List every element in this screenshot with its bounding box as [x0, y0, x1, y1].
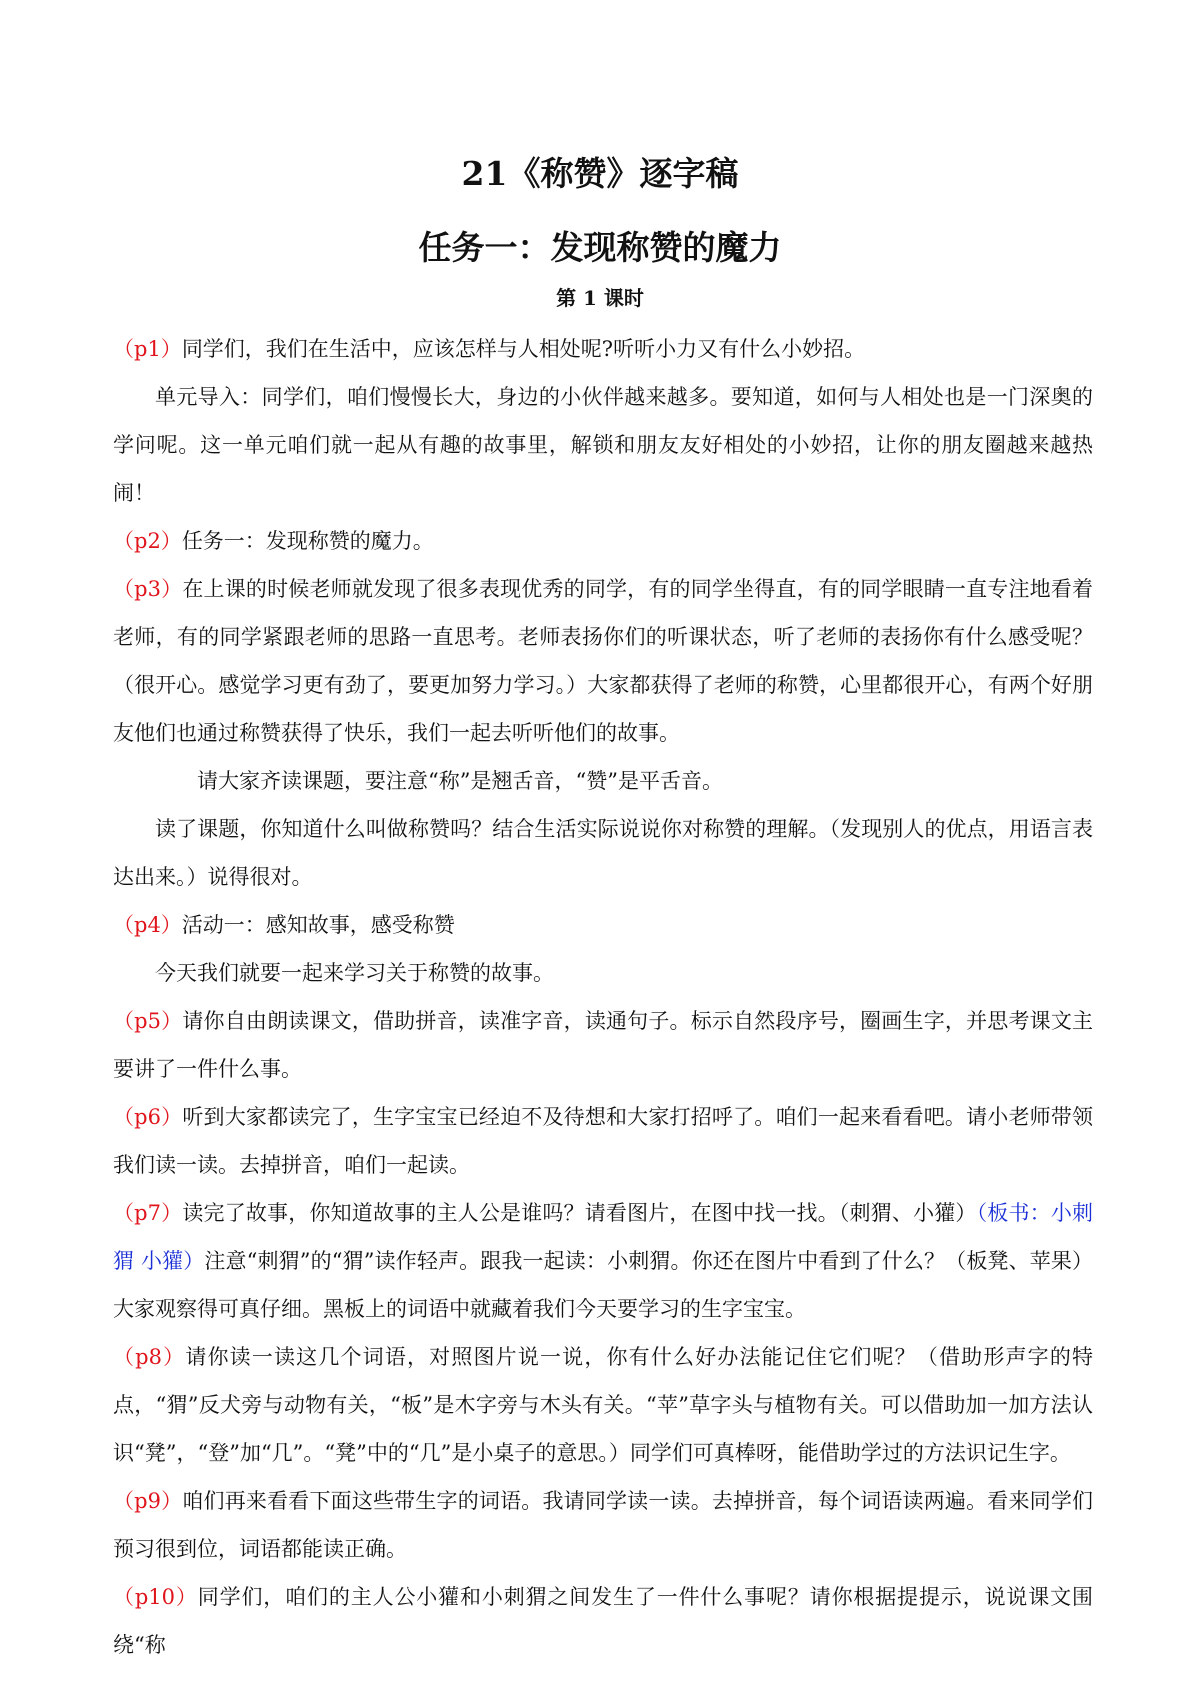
slide-tag: （p4） — [113, 913, 182, 937]
paragraph-text: 单元导入：同学们，咱们慢慢长大，身边的小伙伴越来越多。要知道，如何与人相处也是一门深奥的学问呢。这一单元咱们就一起从有趣的故事里，解锁和朋友友好相处的小妙招，让你的朋友圈越来越热闹！ — [113, 385, 1093, 505]
paragraph-text: 任务一：发现称赞的魔力。 — [181, 529, 434, 553]
paragraph-p5 — [113, 997, 1093, 1093]
slide-tag: （p9） — [113, 1489, 183, 1513]
paragraph-text: 读完了故事，你知道故事的主人公是谁吗？请看图片，在图中找一找。（刺猬、小獾） — [182, 1201, 977, 1225]
slide-tag: （p10） — [113, 1585, 198, 1609]
paragraph-p9 — [113, 1477, 1093, 1573]
slide-tag: （p5） — [113, 1009, 183, 1033]
paragraph-text: 活动一：感知故事，感受称赞 — [181, 913, 455, 937]
paragraph-text: 注意“刺猬”的“猬”读作轻声。跟我一起读：小刺猬。你还在图片中看到了什么？（板凳、苹果）大家观察得可真仔细。黑板上的词语中就藏着我们今天要学习的生字宝宝。 — [113, 1249, 1093, 1321]
paragraph-p6 — [113, 1093, 1093, 1189]
paragraph-text: 在上课的时候老师就发现了很多表现优秀的同学，有的同学坐得直，有的同学眼睛一直专注地看着老师，有的同学紧跟老师的思路一直思考。老师表扬你们的听课状态，听了老师的表扬你有什么感受呢？（很开心。感觉学习更有劲了，要更加努力学习。）大家都获得了老师的称赞，心里都很开心，有两个好朋友他们也通过称赞获得了快乐，我们一起去听听他们的故事。 — [113, 577, 1093, 745]
task-heading: 任务一：发现称赞的魔力 — [418, 228, 782, 267]
document-title: 21《称赞》逐字稿 — [461, 154, 739, 193]
paragraph-p4 — [113, 901, 1093, 949]
paragraph-text: 请你自由朗读课文，借助拼音，读准字音，读通句子。标示自然段序号，圈画生字，并思考课文主要讲了一件什么事。 — [113, 1009, 1093, 1081]
slide-tag: （p3） — [113, 577, 183, 601]
slide-tag: （p6） — [113, 1105, 183, 1129]
paragraph-unit-intro — [113, 373, 1093, 517]
paragraph-p2 — [113, 517, 1093, 565]
paragraph-read-title — [113, 757, 1093, 805]
slide-tag: （p1） — [113, 337, 182, 361]
paragraph-today — [113, 949, 1093, 997]
paragraph-p3 — [113, 565, 1093, 757]
slide-tag: （p8） — [113, 1345, 186, 1369]
slide-tag: （p2） — [113, 529, 182, 553]
paragraph-p7 — [113, 1189, 1093, 1333]
paragraph-text: 请你读一读这几个词语，对照图片说一说，你有什么好办法能记住它们呢？（借助形声字的特点，“猬”反犬旁与动物有关，“板”是木字旁与木头有关。“苹”草字头与植物有关。可以借助加一加方法认识“凳”，“登”加“几”。“凳”中的“几”是小桌子的意思。）同学们可真棒呀，能借助学过的方法识记生字。 — [113, 1345, 1093, 1465]
document-body — [113, 325, 1093, 1669]
slide-tag: （p7） — [113, 1201, 183, 1225]
paragraph-p1 — [113, 325, 1093, 373]
paragraph-p10 — [113, 1573, 1093, 1669]
paragraph-text: 同学们，我们在生活中，应该怎样与人相处呢?听听小力又有什么小妙招。 — [181, 337, 866, 361]
paragraph-text: 听到大家都读完了，生字宝宝已经迫不及待想和大家打招呼了。咱们一起来看看吧。请小老师带领我们读一读。去掉拼音，咱们一起读。 — [113, 1105, 1093, 1177]
paragraph-p8 — [113, 1333, 1093, 1477]
paragraph-text: 咱们再来看看下面这些带生字的词语。我请同学读一读。去掉拼音，每个词语读两遍。看来同学们预习很到位，词语都能读正确。 — [113, 1489, 1093, 1561]
lesson-heading: 第 1 课时 — [556, 286, 644, 310]
paragraph-text: 同学们，咱们的主人公小獾和小刺猬之间发生了一件什么事呢？请你根据提提示，说说课文围绕“称 — [113, 1585, 1093, 1657]
paragraph-praise-meaning — [113, 805, 1093, 901]
board-note: （板书：小刺猬 小獾） — [113, 1201, 1093, 1273]
paragraph-text: 请大家齐读课题，要注意“称”是翘舌音，“赞”是平舌音。 — [197, 769, 723, 793]
paragraph-text: 今天我们就要一起来学习关于称赞的故事。 — [155, 961, 554, 985]
paragraph-text: 读了课题，你知道什么叫做称赞吗？结合生活实际说说你对称赞的理解。（发现别人的优点，用语言表达出来。）说得很对。 — [113, 817, 1093, 889]
